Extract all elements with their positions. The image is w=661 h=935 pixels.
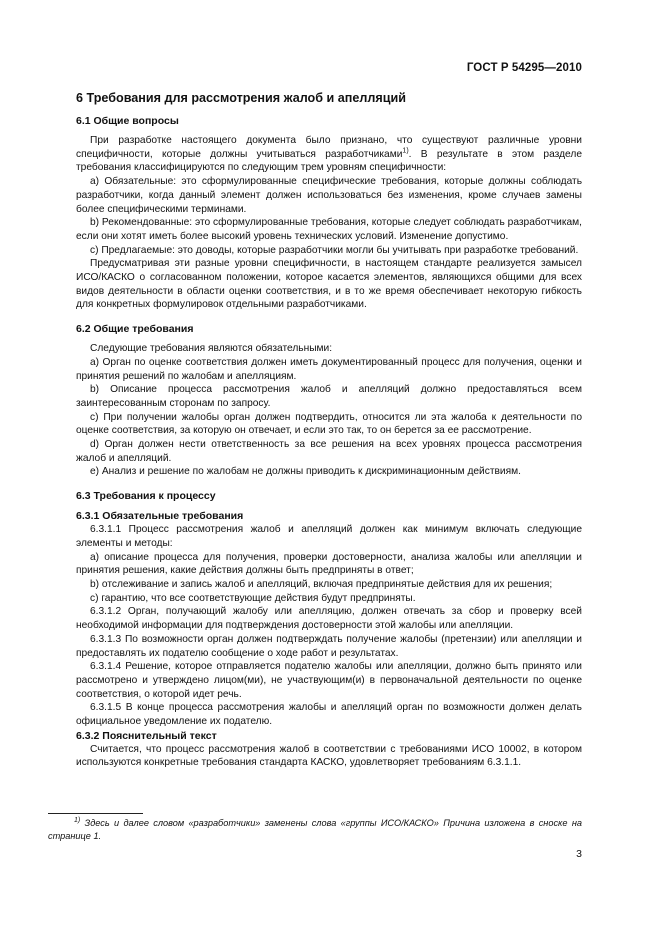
paragraph-6-3-1-4: 6.3.1.4 Решение, которое отправляется подателю жалобы или апелляции, должно быть принято или рассмотрено и утверждено лицом(ми), не участвующим(и) в первоначальной деятельности по оценке соответствия, о которой идет речь.: [76, 661, 582, 700]
item-6-3-1-1-b: b) отслеживание и запись жалоб и апелляций, включая предпринятые действия для их решения;: [90, 578, 553, 590]
item-6-2-d: d) Орган должен нести ответственность за все решения на всех уровнях процесса рассмотрения жалоб и апелляций.: [76, 439, 582, 464]
main-content: [76, 90, 582, 770]
section-6-3-1-title: 6.3.1 Обязательные требования: [76, 510, 244, 523]
item-6-2-b: b) Описание процесса рассмотрения жалоб и апелляций должно предоставляться всем заинтересованным сторонам по запросу.: [76, 384, 582, 409]
footnote: $^{1)}$ Здесь и далее словом «разработчики» заменены слова «группы ИСО/КАСКО» Причина изложена в сноске на странице 1.: [48, 816, 582, 841]
paragraph-6-3-2: Считается, что процесс рассмотрения жалоб в соответствии с требованиями ИСО 10002, в котором используются конкретные требования стандарта КАСКО, удовлетворяет требованиям 6.3.1.1.: [76, 743, 582, 769]
item-6-2-e: е) Анализ и решение по жалобам не должны приводить к дискриминационным действиям.: [90, 466, 521, 478]
section-6-3-title: 6.3 Требования к процессу: [76, 490, 216, 503]
item-6-2-c: с) При получении жалобы орган должен подтвердить, относится ли эта жалоба к деятельности по оценке соответствия, за которую он отвечает, и если это так, то он берется за ее рассмотрение.: [76, 411, 582, 437]
section-6-3-2-title: 6.3.2 Пояснительный текст: [76, 729, 217, 742]
item-6-3-1-1-c: с) гарантию, что все соответствующие действия будут предприняты.: [90, 592, 416, 604]
item-6-1-c: с) Предлагаемые: это доводы, которые разработчики могли бы учитывать при разработке требований.: [90, 244, 579, 256]
paragraph-6-1-summary: Предусматривая эти разные уровни специфичности, в настоящем стандарте реализуется замысел ИСО/КАСКО о согласованном положении, которое касается элементов, являющихся общими для всех видов деятельности в области оценки соответствия, и в то же время обеспечивает некоторую гибкость для конкретных формулировок отдельными разработчиками.: [76, 258, 582, 311]
paragraph-6-1-intro: При разработке настоящего документа было признано, что существуют различные уровни специфичности, которые должны учитываться разработчиками$^{1)}$. В результате в этом разделе требования классифицируются по следующим трем уровням специфичности:: [76, 135, 582, 174]
page-number: 3: [576, 848, 582, 860]
section-6-2-title: 6.2 Общие требования: [76, 323, 194, 336]
item-6-3-1-1-a: а) описание процесса для получения, проверки достоверности, анализа жалобы или апелляции и принятия решения, какие действия должны быть предприняты в ответ;: [76, 551, 582, 577]
paragraph-6-2-intro: Следующие требования являются обязательными:: [90, 343, 333, 355]
item-6-1-a: а) Обязательные: это сформулированные специфические требования, которые должны соблюдать разработчики, когда данный элемент должен использоваться без изменения, кроме случаев замены более специфическими терминами.: [76, 176, 582, 215]
paragraph-6-3-1-1: 6.3.1.1 Процесс рассмотрения жалоб и апелляций должен как минимум включать следующие элементы и методы:: [76, 524, 582, 549]
paragraph-6-3-1-5: 6.3.1.5 В конце процесса рассмотрения жалобы и апелляций орган по возможности должен делать официальное уведомление их подателю.: [76, 702, 582, 728]
footnote-ref: 1): [402, 147, 409, 155]
section-6-title: 6 Требования для рассмотрения жалоб и апелляций: [76, 91, 406, 105]
footnote-divider: [48, 813, 143, 814]
item-6-2-a: а) Орган по оценке соответствия должен иметь документированный процесс для получения, оценки и принятия решений по жалобам и апелляциям.: [76, 356, 582, 382]
paragraph-6-3-1-2: 6.3.1.2 Орган, получающий жалобу или апелляцию, должен отвечать за сбор и проверку всей необходимой информации для подтверждения достоверности этой жалобы или апелляции.: [76, 606, 582, 632]
paragraph-6-3-1-3: 6.3.1.3 По возможности орган должен подтверждать получение жалобы (претензии) или апелляции и предоставлять их подателю сообщение о ходе работ и результатах.: [76, 633, 582, 659]
footnote-mark: 1): [74, 816, 81, 824]
section-6-1-title: 6.1 Общие вопросы: [76, 115, 179, 127]
item-6-1-b: b) Рекомендованные: это сформулированные требования, которые следует соблюдать разработчикам, если они хотят иметь более высокий уровень технических условий. Изменение допустимо.: [76, 217, 582, 242]
document-code: ГОСТ Р 54295—2010: [466, 62, 582, 74]
